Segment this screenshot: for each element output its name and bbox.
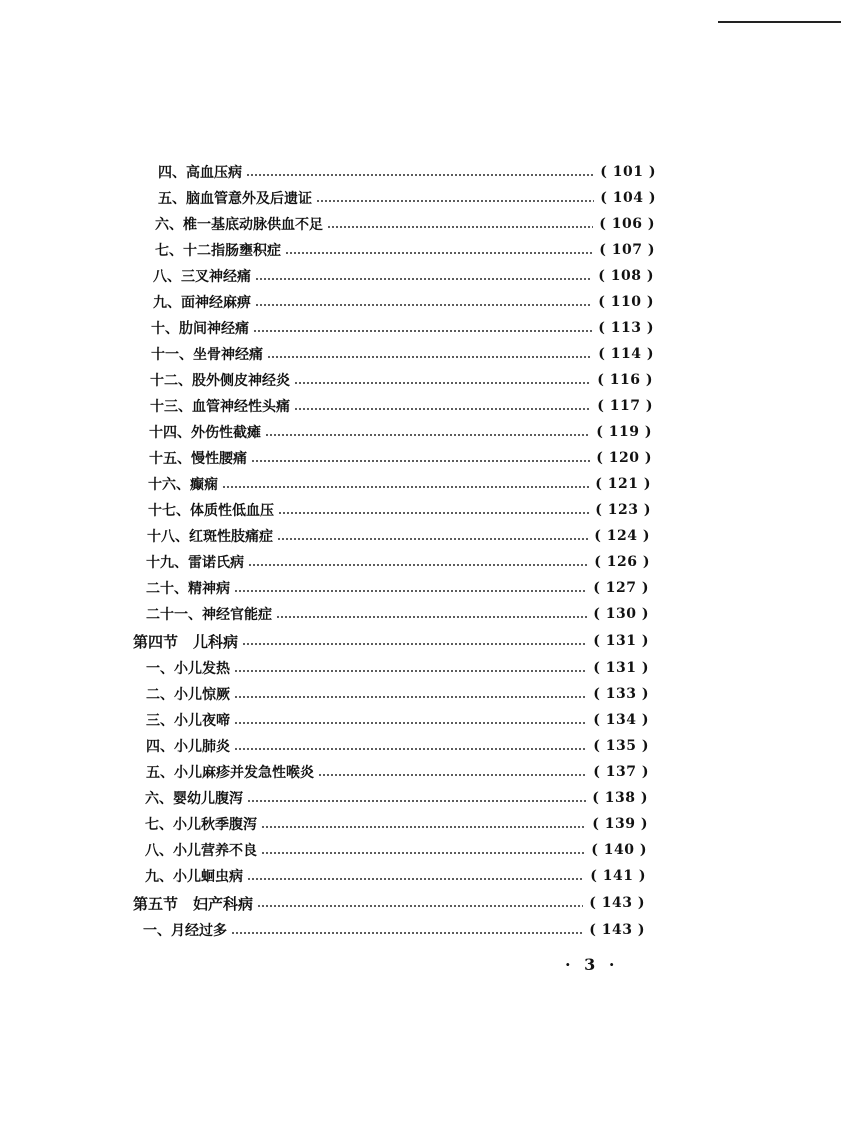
dot-leader <box>276 602 587 626</box>
toc-entry[interactable] <box>146 734 649 758</box>
toc-entry[interactable] <box>151 316 654 340</box>
dot-leader <box>267 342 592 366</box>
dot-leader <box>294 368 591 392</box>
toc-entry[interactable] <box>150 368 653 392</box>
toc-entry-title: 十四、外伤性截瘫 <box>149 425 261 441</box>
toc-entry[interactable] <box>153 290 654 314</box>
toc-entry-page: ( 133 ) <box>593 686 649 702</box>
toc-entry[interactable] <box>146 576 649 600</box>
toc-entry-title: 二十、精神病 <box>146 581 230 597</box>
dot-leader <box>247 864 584 888</box>
toc-entry[interactable] <box>145 786 648 810</box>
toc-entry-page: ( 119 ) <box>596 424 652 440</box>
toc-entry[interactable] <box>151 342 654 366</box>
toc-entry-title: 五、脑血管意外及后遗证 <box>158 191 312 207</box>
toc-entry[interactable] <box>149 446 652 470</box>
toc-entry-page: ( 101 ) <box>600 164 656 180</box>
toc-entry-page: ( 134 ) <box>593 712 649 728</box>
toc-entry[interactable] <box>146 760 649 784</box>
toc-entry-title: 三、小儿夜啼 <box>146 713 230 729</box>
dot-leader <box>255 290 592 314</box>
dot-leader <box>255 264 592 288</box>
toc-entry-title: 四、小儿肺炎 <box>146 739 230 755</box>
toc-entry-page: ( 104 ) <box>600 190 656 206</box>
toc-entry-page: ( 140 ) <box>591 842 647 858</box>
toc-entry-page: ( 137 ) <box>593 764 649 780</box>
toc-entry-title: 八、小儿营养不良 <box>145 843 257 859</box>
toc-entry[interactable] <box>155 212 655 236</box>
toc-entry-title: 十九、雷诺氏病 <box>146 555 244 571</box>
toc-entry-page: ( 135 ) <box>593 738 649 754</box>
toc-entry-page: ( 107 ) <box>599 242 655 258</box>
toc-entry-title: 九、面神经麻痹 <box>153 295 251 311</box>
toc-entry-page: ( 141 ) <box>590 868 646 884</box>
toc-entry[interactable] <box>145 838 647 862</box>
toc-entry-page: ( 106 ) <box>599 216 655 232</box>
dot-leader <box>294 394 591 418</box>
page-number: · 3 · <box>565 955 619 974</box>
toc-entry-page: ( 138 ) <box>592 790 648 806</box>
toc-entry-title: 十六、癫痫 <box>148 477 218 493</box>
dot-leader <box>222 472 589 496</box>
toc-entry[interactable] <box>145 864 646 888</box>
toc-entry[interactable] <box>146 602 649 626</box>
toc-entry-title: 十、肋间神经痛 <box>151 321 249 337</box>
toc-entry[interactable] <box>146 656 649 680</box>
toc-entry-title: 十三、血管神经性头痛 <box>150 399 290 415</box>
toc-entry-title: 十五、慢性腰痛 <box>149 451 247 467</box>
dot-leader <box>277 524 588 548</box>
toc-entry-page: ( 126 ) <box>594 554 650 570</box>
toc-entry-page: ( 131 ) <box>593 633 649 649</box>
dot-leader <box>234 682 587 706</box>
dot-leader <box>278 498 589 522</box>
toc-entry-title: 十一、坐骨神经痛 <box>151 347 263 363</box>
toc-entry-page: ( 131 ) <box>593 660 649 676</box>
toc-entry-page: ( 143 ) <box>589 895 645 911</box>
toc-entry-title: 五、小儿麻疹并发急性喉炎 <box>146 765 314 781</box>
dot-leader <box>327 212 593 236</box>
toc-entry-page: ( 108 ) <box>598 268 654 284</box>
toc-entry-title: 一、小儿发热 <box>146 661 230 677</box>
toc-entry[interactable] <box>158 186 656 210</box>
dot-leader <box>261 812 586 836</box>
toc-entry-title: 八、三叉神经痛 <box>153 269 251 285</box>
toc-entry-title: 七、小儿秋季腹泻 <box>145 817 257 833</box>
toc-entry-page: ( 114 ) <box>598 346 654 362</box>
toc-entry-title: 七、十二指肠壅积症 <box>155 243 281 259</box>
toc-entry[interactable] <box>146 682 649 706</box>
toc-entry[interactable] <box>143 918 645 942</box>
toc-entry[interactable] <box>146 708 649 732</box>
toc-entry-title: 四、高血压病 <box>158 165 242 181</box>
dot-leader <box>318 760 587 784</box>
toc-entry[interactable] <box>155 238 655 262</box>
toc-entry-page: ( 121 ) <box>595 476 651 492</box>
toc-entry[interactable] <box>146 550 650 574</box>
toc-section-title: 第五节 妇产科病 <box>133 894 254 913</box>
toc-entry-page: ( 130 ) <box>593 606 649 622</box>
dot-leader <box>251 446 590 470</box>
dot-leader <box>285 238 593 262</box>
dot-leader <box>231 918 583 942</box>
toc-entry-title: 六、婴幼儿腹泻 <box>145 791 243 807</box>
toc-section-title: 第四节 儿科病 <box>133 632 239 651</box>
toc-entry[interactable] <box>145 812 648 836</box>
toc-entry-page: ( 116 ) <box>597 372 653 388</box>
dot-leader <box>265 420 590 444</box>
dot-leader <box>234 576 587 600</box>
toc-entry[interactable] <box>150 394 653 418</box>
dot-leader <box>247 786 586 810</box>
toc-entry-page: ( 143 ) <box>589 922 645 938</box>
toc-section[interactable] <box>133 629 649 653</box>
dot-leader <box>261 838 585 862</box>
toc-entry[interactable] <box>148 472 651 496</box>
toc-entry-title: 二、小儿惊厥 <box>146 687 230 703</box>
toc-entry[interactable] <box>148 498 651 522</box>
toc-entry-page: ( 117 ) <box>597 398 653 414</box>
dot-leader <box>257 891 583 915</box>
dot-leader <box>242 629 587 653</box>
toc-entry-page: ( 110 ) <box>598 294 654 310</box>
dot-leader <box>316 186 594 210</box>
toc-entry-title: 二十一、神经官能症 <box>146 607 272 623</box>
toc-entry-title: 十八、红斑性肢痛症 <box>147 529 273 545</box>
toc-entry[interactable] <box>153 264 654 288</box>
dot-leader <box>234 734 587 758</box>
toc-entry-title: 九、小儿蛔虫病 <box>145 869 243 885</box>
toc-entry-title: 六、椎一基底动脉供血不足 <box>155 217 323 233</box>
toc-entry-page: ( 123 ) <box>595 502 651 518</box>
toc-entry-page: ( 139 ) <box>592 816 648 832</box>
toc-entry-page: ( 113 ) <box>598 320 654 336</box>
toc-entry-page: ( 120 ) <box>596 450 652 466</box>
toc-entry-title: 一、月经过多 <box>143 923 227 939</box>
toc-entry-page: ( 127 ) <box>593 580 649 596</box>
dot-leader <box>234 656 587 680</box>
toc-entry[interactable] <box>147 524 650 548</box>
header-rule <box>718 21 841 23</box>
toc-entry[interactable] <box>158 160 656 184</box>
toc-entry-page: ( 124 ) <box>594 528 650 544</box>
dot-leader <box>234 708 587 732</box>
toc-entry[interactable] <box>149 420 652 444</box>
toc-section[interactable] <box>133 891 645 915</box>
dot-leader <box>253 316 592 340</box>
dot-leader <box>248 550 588 574</box>
toc-entry-title: 十七、体质性低血压 <box>148 503 274 519</box>
dot-leader <box>246 160 594 184</box>
toc-entry-title: 十二、股外侧皮神经炎 <box>150 373 290 389</box>
